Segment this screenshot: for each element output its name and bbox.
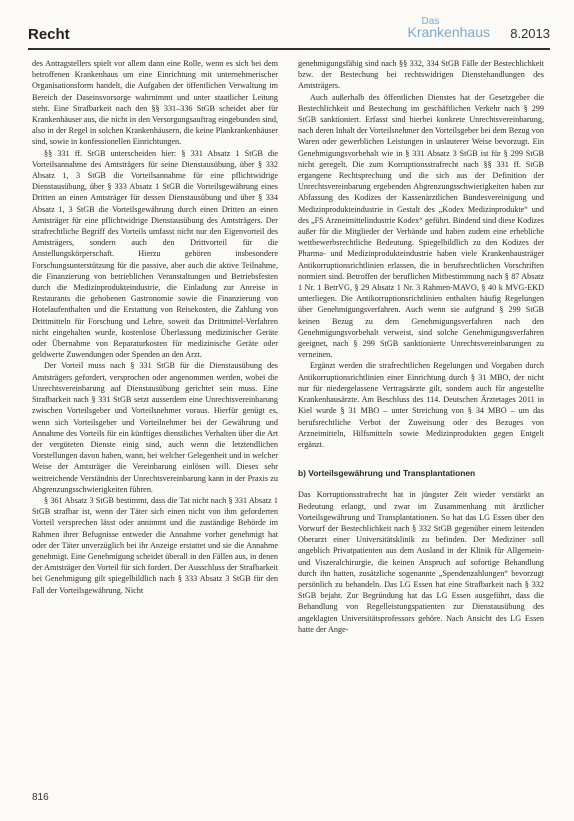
paragraph: Ergänzt werden die strafrechtlichen Regelungen und Vorgaben durch Antikorruptionsrichtlinien einer Einrichtung durch § 31 MBO, der nicht nur für niedergelassene Vertragsärzte gilt, sondern auch für angestellte Krankenhausärzte. Am Beschluss des 114. Deutschen Ärztetages 2011 in Kiel wurde § 31 MBO – unter Streichung von § 34 MBO – um das berufsrechtliche Verbot der Zuweisung oder des Bezuges von Arzneimitteln, Hilfsmitteln sowie Medizinprodukten gegen Entgelt ergänzt. [298, 361, 544, 449]
issue-number: 8.2013 [510, 26, 550, 41]
left-column [32, 58, 278, 596]
paragraph: Das Korruptionsstrafrecht hat in jüngster Zeit wieder verstärkt an Bedeutung erlangt, und zwar im Zusammenhang mit ärztlicher Vorteilsgewährung und Transplantationen. So hat das LG Essen über den Vorwurf der Bestechlichkeit nach § 332 StGB gegenüber einem leitenden Oberarzt einer Universitätsklinik zu befinden. Der Mediziner soll angeblich Privatpatienten aus dem Ausland in der Klinik für Allgemein- und Viszeralchirurgie, die keinen Anspruch auf sofortige Behandlung durch ihn hatten, zusätzliche sogenannte „Spendenzahlungen“ bevorzugt persönlich zu behandeln. Das LG Essen hat eine Strafbarkeit nach § 332 StGB bejaht. Zur Begründung hat das LG Essen ausgeführt, dass die Behandlung von Regelleistungspatienten zur Dienstausübung des angeklagten Universitätsprofessors gehöre. Nach Ansicht des LG Essen hatte der Ange- [298, 490, 544, 634]
section-title: Recht [28, 26, 70, 43]
subsection-heading: b) Vorteilsgewährung und Transplantationen [298, 468, 476, 479]
page-header [28, 16, 550, 50]
paragraph: § 361 Absatz 3 StGB bestimmt, dass die Tat nicht nach § 331 Absatz 1 StGB strafbar ist, wenn der Täter sich einen nicht von ihm geforderten Vorteil versprechen lässt oder annimmt und die zuständige Behörde im Rahmen ihrer Befugnisse entweder die Annahme vorher genehmigt hat oder der Täter unverzüglich bei ihr Anzeige erstattet und sie die Annahme genehmigt. Eine Genehmigung scheidet überall in den Fällen aus, in denen der Amtsträger den Vorteil für sich fordert. Der Ausschluss der Strafbarkeit bei Genehmigung gilt spiegelbildlich nach § 333 Absatz 3 StGB für den Fall der Vorteilsgewährung. Nicht [32, 495, 278, 595]
journal-logo-top: Das [421, 16, 440, 27]
paragraph: des Antragstellers spielt vor allem dann eine Rolle, wenn es sich bei dem betroffenen Krankenhaus um eine Einrichtung mit unternehmerischer Organisationsform handelt, die Aufgaben der öffentlichen Verwaltung im Bereich der Daseinsvorsorge wahrnimmt und unter staatlicher Leitung steht. Eine Strafbarkeit nach den §§ 331–336 StGB scheidet aber für Krankenhäuser aus, die nicht in den Versorgungsauftrag eingebunden sind, also in der Regel in solchen Krankenhäusern, die keine Plankrankenhäuser sind, sowie in konfessionellen Einrichtungen. [32, 59, 278, 147]
paragraph: Auch außerhalb des öffentlichen Dienstes hat der Gesetzgeber die Bestechlichkeit und Bestechung im geschäftlichen Verkehr nach § 299 StGB sanktioniert. Erfasst sind hierbei konkrete Unrechtsvereinbarung, nach deren Inhalt der Vorteilsnehmer den Vorteilsgeber bei dem Bezug von Waren oder gewerblichen Leistungen in unlauterer Weise bevorzugt. Ein Genehmigungsvorbehalt wie in § 331 Absatz 3 StGB ist für § 299 StGB nicht geregelt. Die zum Korruptionsstrafrecht nach §§ 331 ff. StGB ergangene Rechtsprechung und die sich aus der Definition der Unrechtsvereinbarung ergebenden Abgrenzungsschwierigkeiten haben zur Abfassung des Kodizes der Kassenärztlichen Bundesvereinigung und Medizinprodukteindustrie in Gestalt des „Kodex Medizinprodukte“ und des „FS Arzneimittelindustrie Kodex“ geführt. Bindend sind diese Kodizes außer für die Mitglieder der Verbände und haben zudem eine erhebliche wettbewerbsrechtliche Bedeutung. Spiegelbildlich zu den Kodizes der Pharma- und Medizinprodukteindustrie haben viele Krankenhausträger Antikorruptionsrichtlinien erlassen, die in berufsrechtlichen Vorschriften normiert sind. Betroffen der beruflichen Mitbestimmung nach § 87 Absatz 1 Nr. 1 BetrVG, § 29 Absatz 1 Nr. 3 Rahmen-MAVO, § 40 k MVG-EKD unterliegen. Die Antikorruptionsrichtlinien enthalten häufig Regelungen über Genehmigungsverfahren. Auch wenn sie aufgrund § 299 StGB keinen Bezug zu dem Genehmigungsverfahren nach den Genehmigungsvorbehalt verweist, sind solche Genehmigungsverfahren geeignet, nach § 299 StGB sanktionierte Unrechtsvereinbarungen zu verneinen. [298, 92, 544, 360]
right-column [298, 58, 544, 635]
paragraph: Der Vorteil muss nach § 331 StGB für die Dienstausübung des Amtsträgers gefordert, versprochen oder angenommen werden, wobei die Unrechtsvereinbarung auf Dienstausübung gerichtet sein muss. Eine Strafbarkeit nach § 331 StGB setzt ausserdem eine Unrechtsvereinbarung zwischen Vorteilsgeber und Vorteilsnehmer voraus. Hierfür genügt es, wenn sich Vorteilsgeber und Vorteilnehmer bei der Gewährung und Annahme des Vorteils für ein künftiges dienstliches Verhalten über die Art der vergüteten Dienste einig sind, auch wenn die letztendlichen Vorstellungen davon haben, wann, bei welcher Gelegenheit und in welcher Weise der Amtsträger die Vereinbarung einlösen will. Dieses sehr weitreichende Verständnis der Unrechtsvereinbarung kann in der Praxis zu Abgrenzungsschwierigkeiten führen. [32, 361, 278, 494]
paragraph: §§ 331 ff. StGB unterscheiden hier: § 331 Absatz 1 StGB die Vorteilsannahme des Amtsträgers für seine Dienstausübung, über § 332 Absatz 1, 3 StGB die Vorteilsannahme für eine pflichtwidrige Dienstausübung, über § 333 Absatz 1 StGB die Vorteilsgewährung eines Dritten an einen Amtsträger für dessen Dienstausübung und über § 334 Absatz 1, 3 StGB die Vorteilsgewährung durch einen Dritten an einen Amtsträger für eine pflichtwidrige Dienstausübung des Amtsträgers. Der strafrechtliche Begriff des Vorteils umfasst nicht nur den Eigenvorteil des Amtsträgers, sondern auch den Drittvorteil für die Anstellungskörperschaft. Hierzu gehören insbesondere Forschungsunterstützung für die passive, aber auch die aktive Teilnahme, die Finanzierung von betrieblichen Veranstaltungen und Betriebsfesten durch die Medizinprodukteindustrie, die Einladung zur Anreise in Restaurants die gehobenen Gastronomie sowie die Finanzierung von Hotelaufenthalten und die Erstattung von Reisekosten, die Zahlung von Drittmitteln für Forschung und Lehre, soweit das Drittmittel-Verfahren nicht eingehalten wurde, kostenlose Überlassung medizinischer Geräte oder Übernahme von Reparaturkosten für medizinische Geräte oder geldwerte Zuwendungen oder Spenden an den Arzt. [32, 148, 278, 360]
paragraph: genehmigungsfähig sind nach §§ 332, 334 StGB Fälle der Bestechlichkeit bzw. der Bestechung bei rechtswidrigen Dienstehandlungen des Amtsträgers. [298, 59, 544, 91]
page-number: 816 [32, 792, 49, 803]
journal-logo-bottom: Krankenhaus [407, 24, 490, 40]
journal-logo [407, 16, 490, 38]
